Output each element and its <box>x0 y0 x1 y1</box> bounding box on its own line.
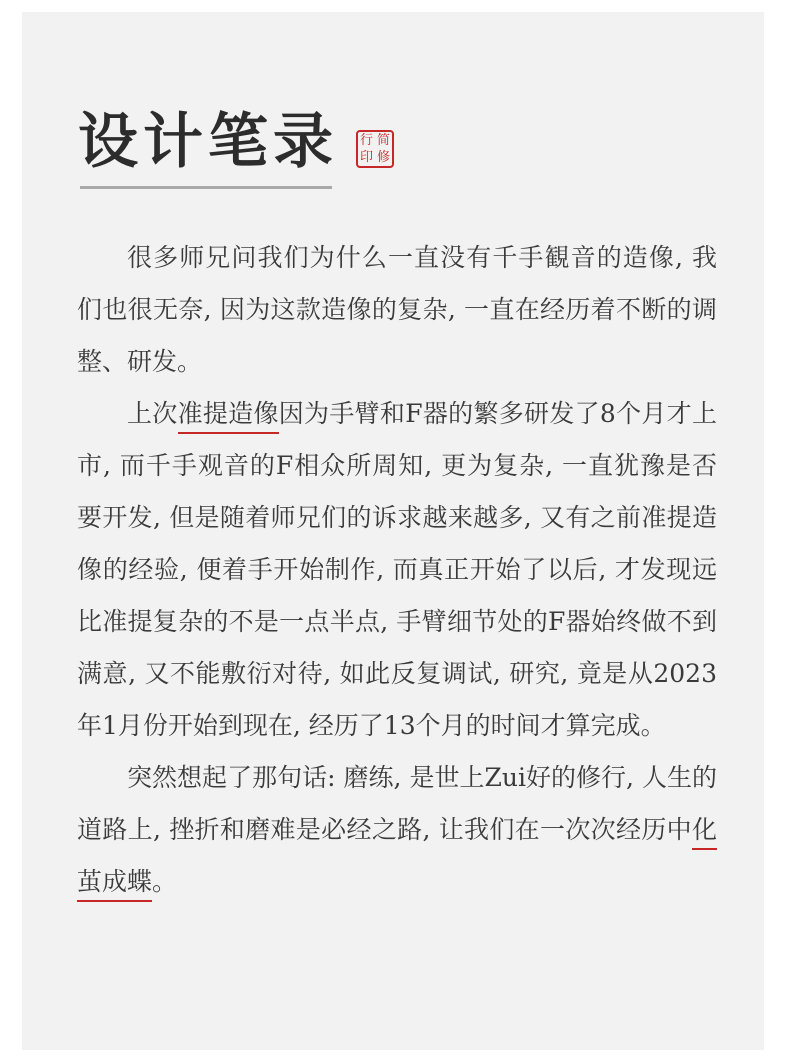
title-underline <box>80 186 332 189</box>
paragraph-text: 上次 <box>127 399 178 428</box>
paragraph-text: 突然想起了那句话: 磨练, 是世上Zui好的修行, 人生的道路上, 挫折和磨难是必经之路, 让我们在一次次经历中 <box>77 763 717 844</box>
red-seal-stamp <box>356 130 394 168</box>
seal-char: 印 <box>359 150 373 165</box>
paragraph-3 <box>77 752 717 908</box>
seal-char: 修 <box>376 150 390 165</box>
title-row <box>78 102 394 182</box>
paragraph-text: 。 <box>152 867 178 896</box>
seal-char: 行 <box>359 133 373 148</box>
paragraph-1 <box>77 232 717 388</box>
highlight-zhunti: 准提造像 <box>178 399 279 434</box>
paragraph-2 <box>77 388 717 752</box>
article-body <box>77 232 717 908</box>
paragraph-text: 因为手臂和F器的繁多研发了8个月才上市, 而千手观音的F相众所周知, 更为复杂, 一直犹豫是否要开发, 但是随着师兄们的诉求越来越多, 又有之前准提造像的经验, 便着手开始制作, 而真正开始了以后, 才发现远比准提复杂的不是一点半点, 手臂细节处的F器始终做不到满意, 又不能敷衍对待, 如此反复调试, 研究, 竟是从2023年1月份开始到现在, 经历了13个月的时间才算完成。 <box>77 399 717 740</box>
paragraph-text: 很多师兄问我们为什么一直没有千手観音的造像, 我们也很无奈, 因为这款造像的复杂, 一直在经历着不断的调整、研发。 <box>77 243 717 376</box>
highlight-butterfly: 化茧成蝶 <box>77 815 717 902</box>
page-title: 设计笔录 <box>78 107 338 177</box>
seal-char: 简 <box>376 133 390 148</box>
